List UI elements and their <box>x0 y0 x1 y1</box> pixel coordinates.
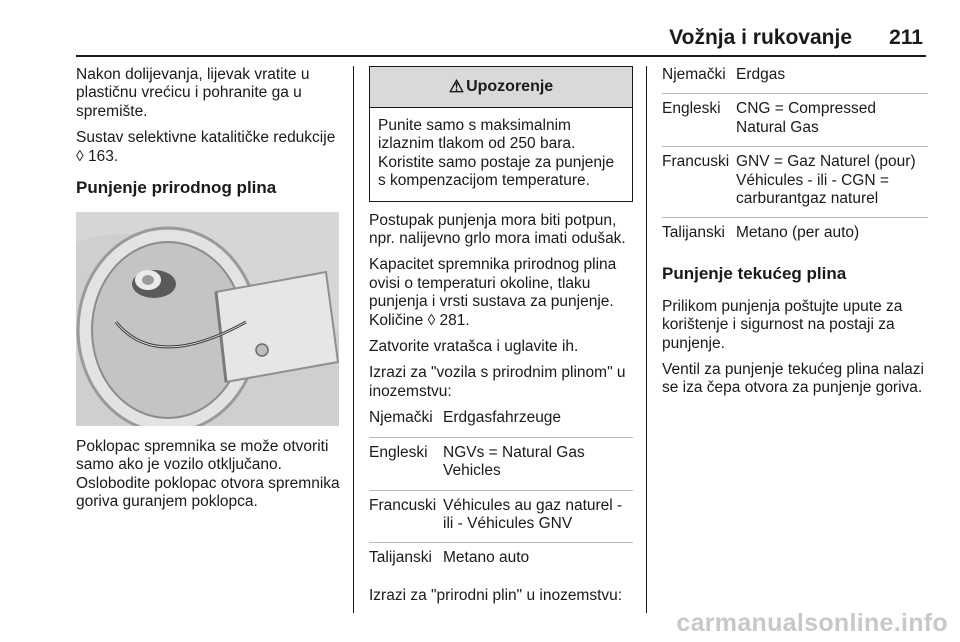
table-row <box>369 490 633 543</box>
language-cell: Engleski <box>662 94 736 147</box>
page-number: 211 <box>889 26 923 49</box>
section-heading: Punjenje prirodnog plina <box>76 178 277 198</box>
column-2 <box>369 66 633 613</box>
language-cell: Njemački <box>369 409 443 437</box>
paragraph: Izrazi za "vozila s prirodnim plinom" u inozemstvu: <box>369 364 626 400</box>
column-divider-2 <box>646 66 647 613</box>
fuel-filler-flap-image <box>76 212 339 426</box>
warning-triangle-icon: ⚠ <box>448 76 465 96</box>
paragraph: Poklopac spremnika se može otvoriti samo ako je vozilo otključano. Oslobodite poklopac otvora spremnika goriva guranjem poklopca. <box>76 438 340 511</box>
table-row <box>369 409 633 437</box>
table-row <box>662 218 928 252</box>
language-cell: Talijanski <box>369 549 432 567</box>
gas-terms-table <box>662 66 928 252</box>
paragraph-cross-reference: Sustav selektivne katalitičke redukcije ◊ 163. <box>76 129 336 165</box>
term-cell: NGVs = Natural Gas Vehicles <box>443 437 633 490</box>
warning-box <box>369 66 633 202</box>
section-heading: Punjenje tekućeg plina <box>662 263 847 283</box>
column-1 <box>76 66 342 520</box>
term-cell: Erdgas <box>736 66 928 94</box>
fuel-filler-flap-illustration <box>76 212 339 426</box>
column-3 <box>662 66 928 406</box>
paragraph-cross-reference: Kapacitet spremnika prirodnog plina ovisi o temperaturi okoline, tlaku punjenja i vrsti sustava za punjenje. Količine ◊ 281. <box>369 256 617 329</box>
warning-text: Punite samo s maksimalnim izlaznim tlakom od 250 bara. Koristite samo postaje za punjenje s kompenzacijom temperature. <box>378 117 615 190</box>
table-row <box>662 94 928 147</box>
header-rule <box>76 55 926 57</box>
warning-header <box>370 67 632 108</box>
table-row <box>369 437 633 490</box>
language-cell: Francuski <box>662 147 736 218</box>
language-cell: Njemački <box>662 66 736 94</box>
term-cell: CNG = Compressed Natural Gas <box>736 94 928 147</box>
table-row <box>369 543 633 577</box>
page-title: Vožnja i rukovanje <box>669 26 852 49</box>
language-cell: Francuski <box>369 490 443 543</box>
vehicle-terms-table <box>369 409 633 576</box>
paragraph: Zatvorite vratašca i uglavite ih. <box>369 338 579 356</box>
paragraph: Izrazi za "prirodni plin" u inozemstvu: <box>369 586 623 604</box>
paragraph: Prilikom punjenja poštujte upute za korištenje i sigurnost na postaji za punjenje. <box>662 297 903 352</box>
watermark-text: carmanualsonline.info <box>676 609 948 637</box>
page-header <box>0 0 960 56</box>
paragraph: Ventil za punjenje tekućeg plina nalazi se iza čepa otvora za punjenje goriva. <box>662 361 924 397</box>
paragraph: Postupak punjenja mora biti potpun, npr. nalijevno grlo mora imati odušak. <box>369 211 626 248</box>
warning-title: Upozorenje <box>466 77 554 95</box>
language-cell: Talijanski <box>662 224 725 242</box>
term-cell: Metano (per auto) <box>736 224 860 242</box>
column-divider-1 <box>353 66 354 613</box>
term-cell: Erdgasfahrzeuge <box>443 409 633 437</box>
table-row <box>662 147 928 218</box>
term-cell: GNV = Gaz Naturel (pour) Véhicules - ili - CGN = carburantgaz naturel <box>736 147 928 218</box>
paragraph: Nakon dolijevanja, lijevak vratite u plastičnu vrećicu i pohranite ga u spremište. <box>76 66 310 120</box>
language-cell: Engleski <box>369 437 443 490</box>
term-cell: Metano auto <box>443 549 530 567</box>
term-cell: Véhicules au gaz naturel - ili - Véhicules GNV <box>443 490 633 543</box>
table-row <box>662 66 928 94</box>
